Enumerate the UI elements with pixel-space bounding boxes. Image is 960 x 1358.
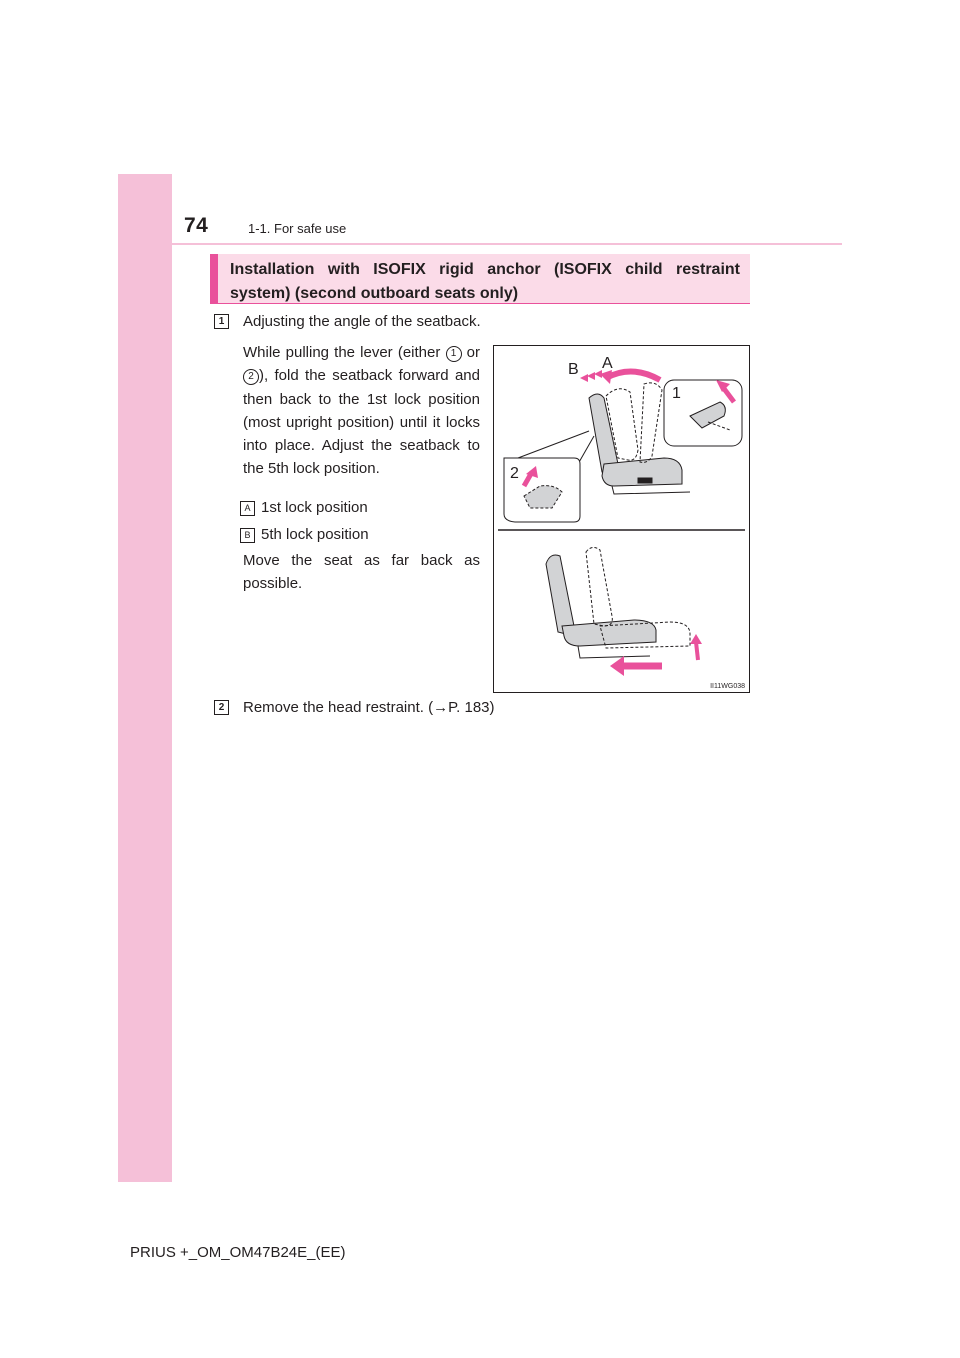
figure-label-b: B xyxy=(568,361,579,378)
step-1-title: Adjusting the angle of the seatback. xyxy=(243,313,481,330)
page-number: 74 xyxy=(184,214,209,237)
legend-label-a: 1st lock position xyxy=(261,499,368,516)
figure-code: II11WG038 xyxy=(710,683,745,690)
instr-or: or xyxy=(466,344,480,361)
header-rule xyxy=(118,243,842,245)
step-1-extra: Move the seat as far back as possible. xyxy=(243,552,480,593)
lever-2-marker: 2 xyxy=(243,369,259,385)
instr-text-before: While pulling the lever (either xyxy=(243,344,441,361)
inset-lever-1 xyxy=(664,380,742,446)
inset-1-number: 1 xyxy=(672,385,681,402)
lift-arrow xyxy=(696,642,698,660)
seat-illustration xyxy=(493,345,750,693)
legend-label-b: 5th lock position xyxy=(261,526,369,543)
footer-document-id: PRIUS +_OM_OM47B24E_(EE) xyxy=(130,1244,346,1261)
step-2-badge: 2 xyxy=(214,700,229,715)
figure-label-a: A xyxy=(602,355,613,372)
legend-item-b xyxy=(240,526,369,543)
seat-illustration-svg xyxy=(494,346,749,692)
inset-lever-2 xyxy=(504,458,580,522)
lift-arrow-head xyxy=(690,634,702,644)
step-1-badge: 1 xyxy=(214,314,229,329)
instr-text-after: ), fold the seatback forward and then back to the 1st lock position (most upright position) until it locks into place. Adjust the seatback to the 5th lock position. xyxy=(243,367,480,478)
legend-badge-a: A xyxy=(240,501,255,516)
side-color-strip xyxy=(118,174,172,1182)
fold-arrow xyxy=(606,371,660,380)
lower-seat-drawing xyxy=(546,547,690,658)
chapter-title: 1-1. For safe use xyxy=(248,221,347,236)
step-2-title: Remove the head restraint. (→P. 183) xyxy=(243,699,495,716)
legend-item-a xyxy=(240,499,368,516)
step-1-instructions xyxy=(243,341,480,481)
lock-position-marks xyxy=(580,370,602,382)
section-heading: Installation with ISOFIX rigid anchor (ISOFIX child restraint system) (second outboard seats only) xyxy=(210,254,750,304)
lever-1-marker: 1 xyxy=(446,346,462,362)
legend-badge-b: B xyxy=(240,528,255,543)
slide-arrow-head xyxy=(610,656,624,676)
inset-2-number: 2 xyxy=(510,465,519,482)
